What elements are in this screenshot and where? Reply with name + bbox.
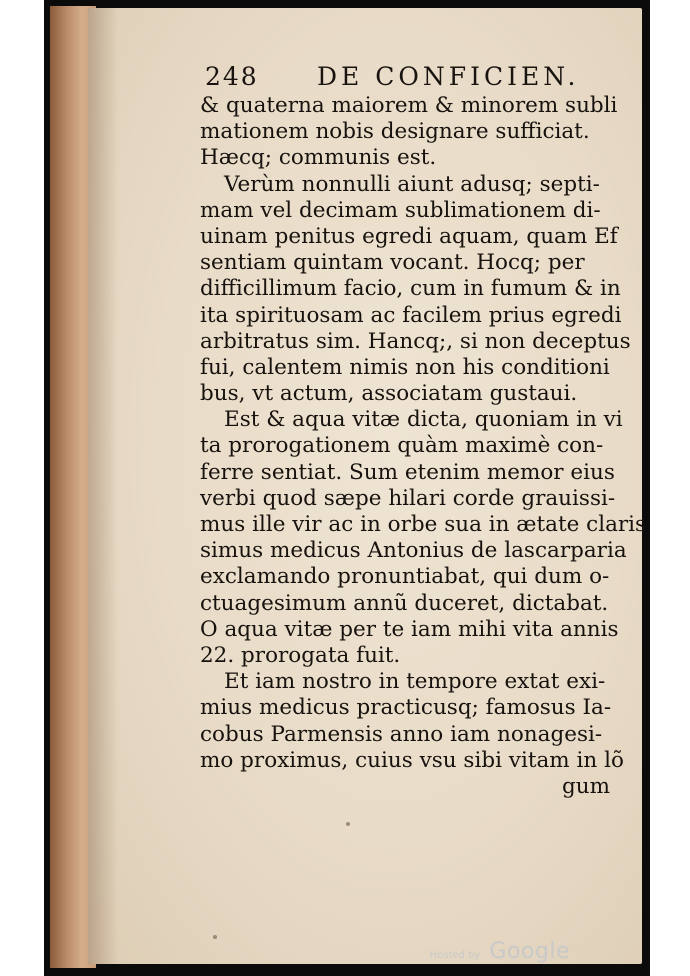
google-logo: Google [489,939,570,964]
text-line: arbitratus sim. Hancq;, si non deceptus [200,328,631,354]
text-line: Est & aqua vitæ dicta, quoniam in vi [224,407,623,433]
text-line: difficillimum facio, cum in fumum & in [200,276,621,302]
text-line: fui, calentem nimis non his conditioni [200,354,610,380]
text-line: & quaterna maiorem & minorem subli [200,93,618,118]
text-line: sentiam quintam vocant. Hocq; per [200,250,585,276]
text-line: mius medicus practicusq; famosus Ia- [200,695,612,721]
text-line: mus ille vir ac in orbe sua in ætate claris [200,512,647,537]
text-line: ta prorogationem quàm maximè con- [200,433,604,459]
watermark-prefix: Hosted by [429,950,481,961]
body-text [200,93,647,800]
text-line: O aqua vitæ per te iam mihi vita annis [200,616,619,642]
text-line: cobus Parmensis anno iam nonagesi- [200,721,603,747]
text-line: exclamando pronuntiabat, qui dum o- [200,564,610,590]
text-line: mo proximus, cuius vsu sibi vitam in lõ [200,747,624,773]
spine-shadow [88,8,118,964]
text-line: verbi quod sæpe hilari corde grauissi- [200,485,616,511]
text-line: Hæcq; communis est. [200,145,437,171]
text-line: Verùm nonnulli aiunt adusq; septi- [224,171,600,197]
text-line: Et iam nostro in tempore extat exi- [224,669,606,695]
hosted-by-google-watermark [430,939,570,964]
text-line: uinam penitus egredi aquam, quam Ef [200,223,618,249]
text-line: simus medicus Antonius de lascarparia [200,538,627,564]
text-line: ctuagesimum annũ duceret, dictabat. [200,590,609,616]
text-line: mam vel decimam sublimationem di- [200,197,601,223]
catchword: gum [562,773,610,799]
text-line: ferre sentiat. Sum etenim memor eius [200,459,615,485]
page-header [205,56,615,96]
paper-speck [346,822,350,826]
text-line: 22. prorogata fuit. [200,642,401,668]
page-number: 248 [205,62,259,91]
text-line: bus, vt actum, associatam gustaui. [200,381,578,407]
paper-speck [213,935,217,939]
text-line: mationem nobis designare sufficiat. [200,119,590,145]
running-title: DE CONFICIEN. [317,62,580,91]
text-line: ita spirituosam ac facilem prius egredi [200,302,622,328]
